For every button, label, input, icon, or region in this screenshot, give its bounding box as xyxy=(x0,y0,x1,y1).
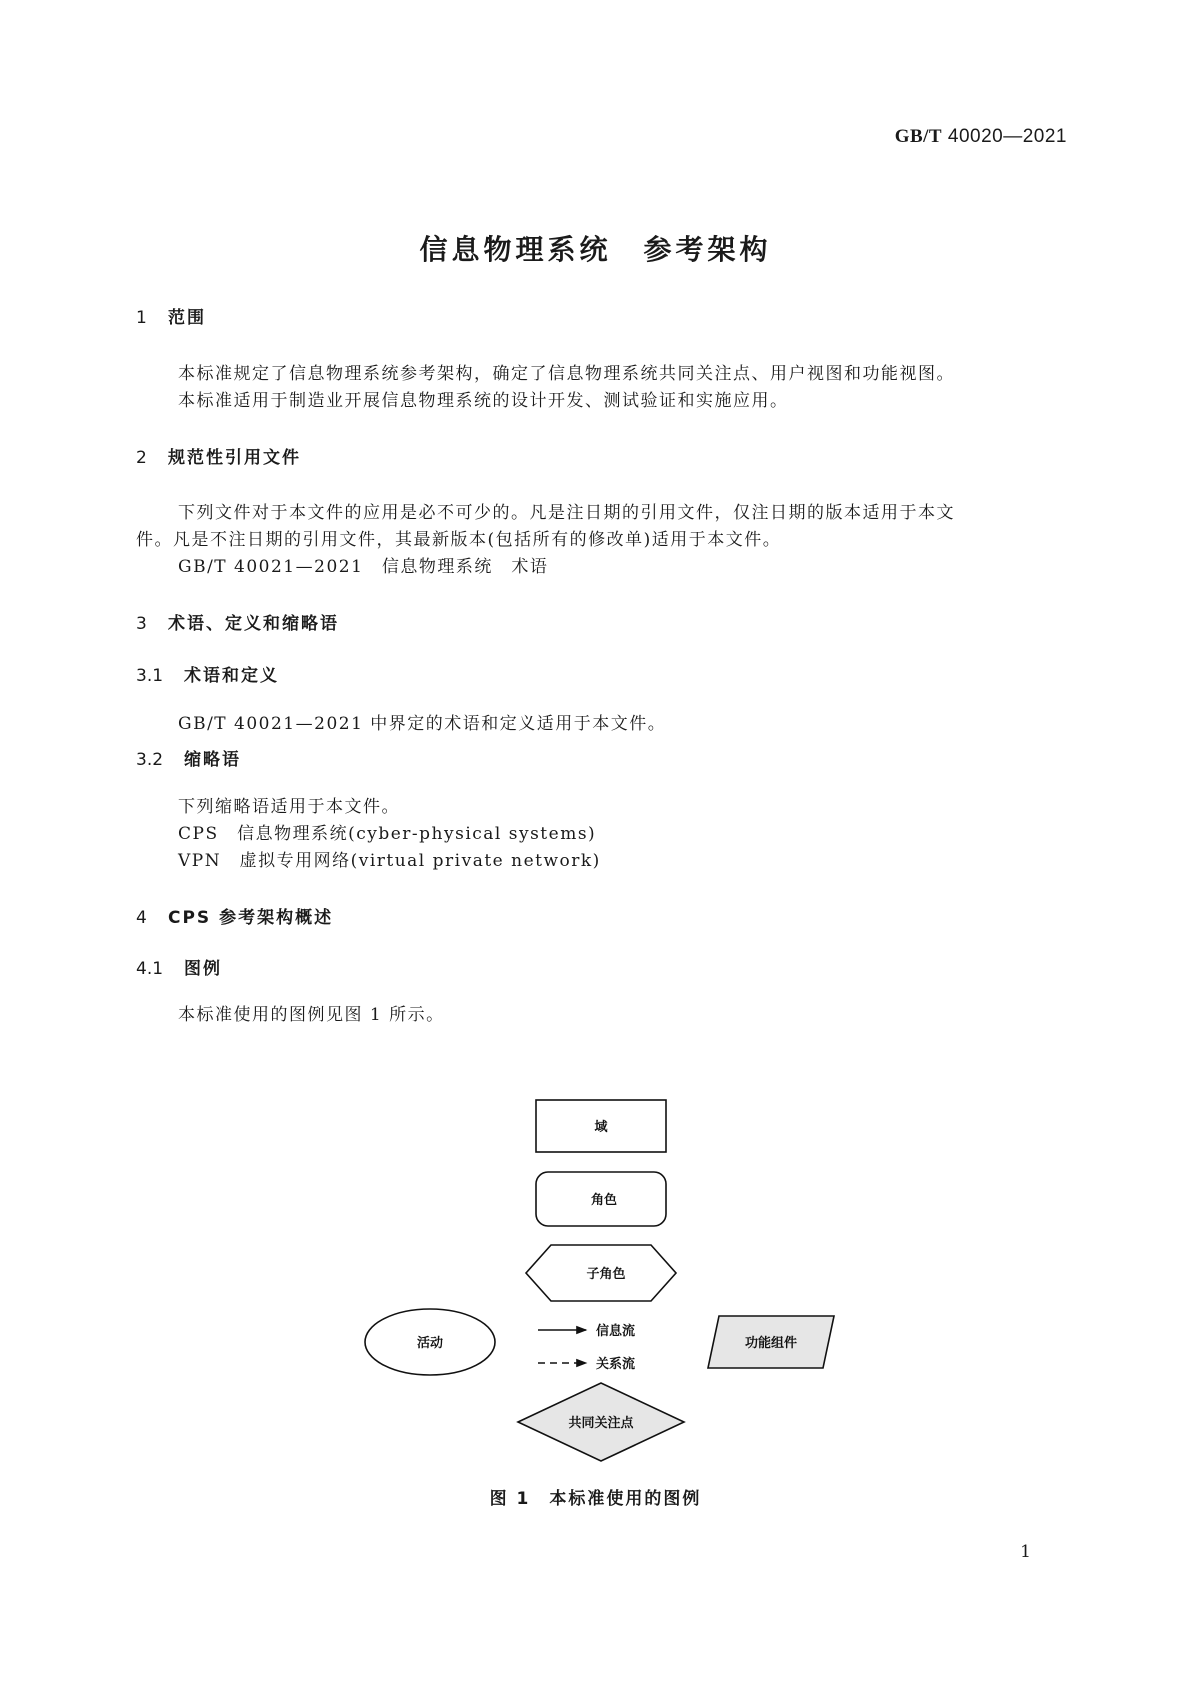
paragraph: 本标准使用的图例见图 1 所示。 xyxy=(178,1005,445,1025)
standard-prefix: GB/T xyxy=(894,126,943,147)
role-shape xyxy=(536,1172,666,1226)
domain-shape xyxy=(536,1100,666,1152)
activity-label: 活动 xyxy=(416,1336,444,1351)
figure-caption: 图 1 本标准使用的图例 xyxy=(489,1489,702,1509)
paragraph: 件。凡是不注日期的引用文件，其最新版本(包括所有的修改单)适用于本文件。 xyxy=(136,530,782,550)
information-flow-label: 信息流 xyxy=(596,1324,636,1339)
section-title: 图例 xyxy=(184,959,222,979)
domain-label: 域 xyxy=(594,1120,608,1135)
abbreviation-cps: CPS 信息物理系统(cyber-physical systems) xyxy=(178,824,597,844)
section-number: 3 xyxy=(136,614,147,634)
section-number: 4.1 xyxy=(136,959,164,979)
section-title: 术语和定义 xyxy=(184,666,279,686)
subrole-label: 子角色 xyxy=(586,1267,626,1282)
common-concern-label: 共同关注点 xyxy=(568,1416,634,1431)
section-title: CPS 参考架构概述 xyxy=(168,908,334,928)
common-concern-shape xyxy=(518,1383,684,1461)
paragraph: 下列缩略语适用于本文件。 xyxy=(178,797,400,817)
paragraph: 本标准适用于制造业开展信息物理系统的设计开发、测试验证和实施应用。 xyxy=(178,391,789,411)
section-title: 缩略语 xyxy=(184,750,241,770)
section-number: 1 xyxy=(136,308,147,328)
paragraph: GB/T 40021—2021 中界定的术语和定义适用于本文件。 xyxy=(178,714,667,734)
activity-shape xyxy=(365,1309,495,1375)
section-number: 2 xyxy=(136,448,147,468)
paragraph: 下列文件对于本文件的应用是必不可少的。凡是注日期的引用文件，仅注日期的版本适用于本文 xyxy=(178,503,955,523)
section-number: 3.1 xyxy=(136,666,164,686)
role-label: 角色 xyxy=(590,1193,618,1208)
section-title: 术语、定义和缩略语 xyxy=(168,614,339,634)
subrole-shape xyxy=(526,1245,676,1301)
function-component-label: 功能组件 xyxy=(744,1336,798,1351)
section-title: 范围 xyxy=(168,308,206,328)
document-title: 信息物理系统 参考架构 xyxy=(419,233,772,266)
section-number: 4 xyxy=(136,908,147,928)
section-number: 3.2 xyxy=(136,750,164,770)
information-flow-legend xyxy=(538,1323,635,1339)
section-title: 规范性引用文件 xyxy=(168,448,301,468)
relation-flow-label: 关系流 xyxy=(596,1357,636,1372)
standard-code: 40020—2021 xyxy=(947,126,1067,147)
paragraph: 本标准规定了信息物理系统参考架构，确定了信息物理系统共同关注点、用户视图和功能视图。 xyxy=(178,364,955,384)
abbreviation-vpn: VPN 虚拟专用网络(virtual private network) xyxy=(178,851,601,871)
function-component-shape xyxy=(708,1316,834,1368)
normative-reference: GB/T 40021—2021 信息物理系统 术语 xyxy=(178,557,549,577)
page-number: 1 xyxy=(1020,1542,1031,1562)
relation-flow-legend xyxy=(538,1356,635,1372)
